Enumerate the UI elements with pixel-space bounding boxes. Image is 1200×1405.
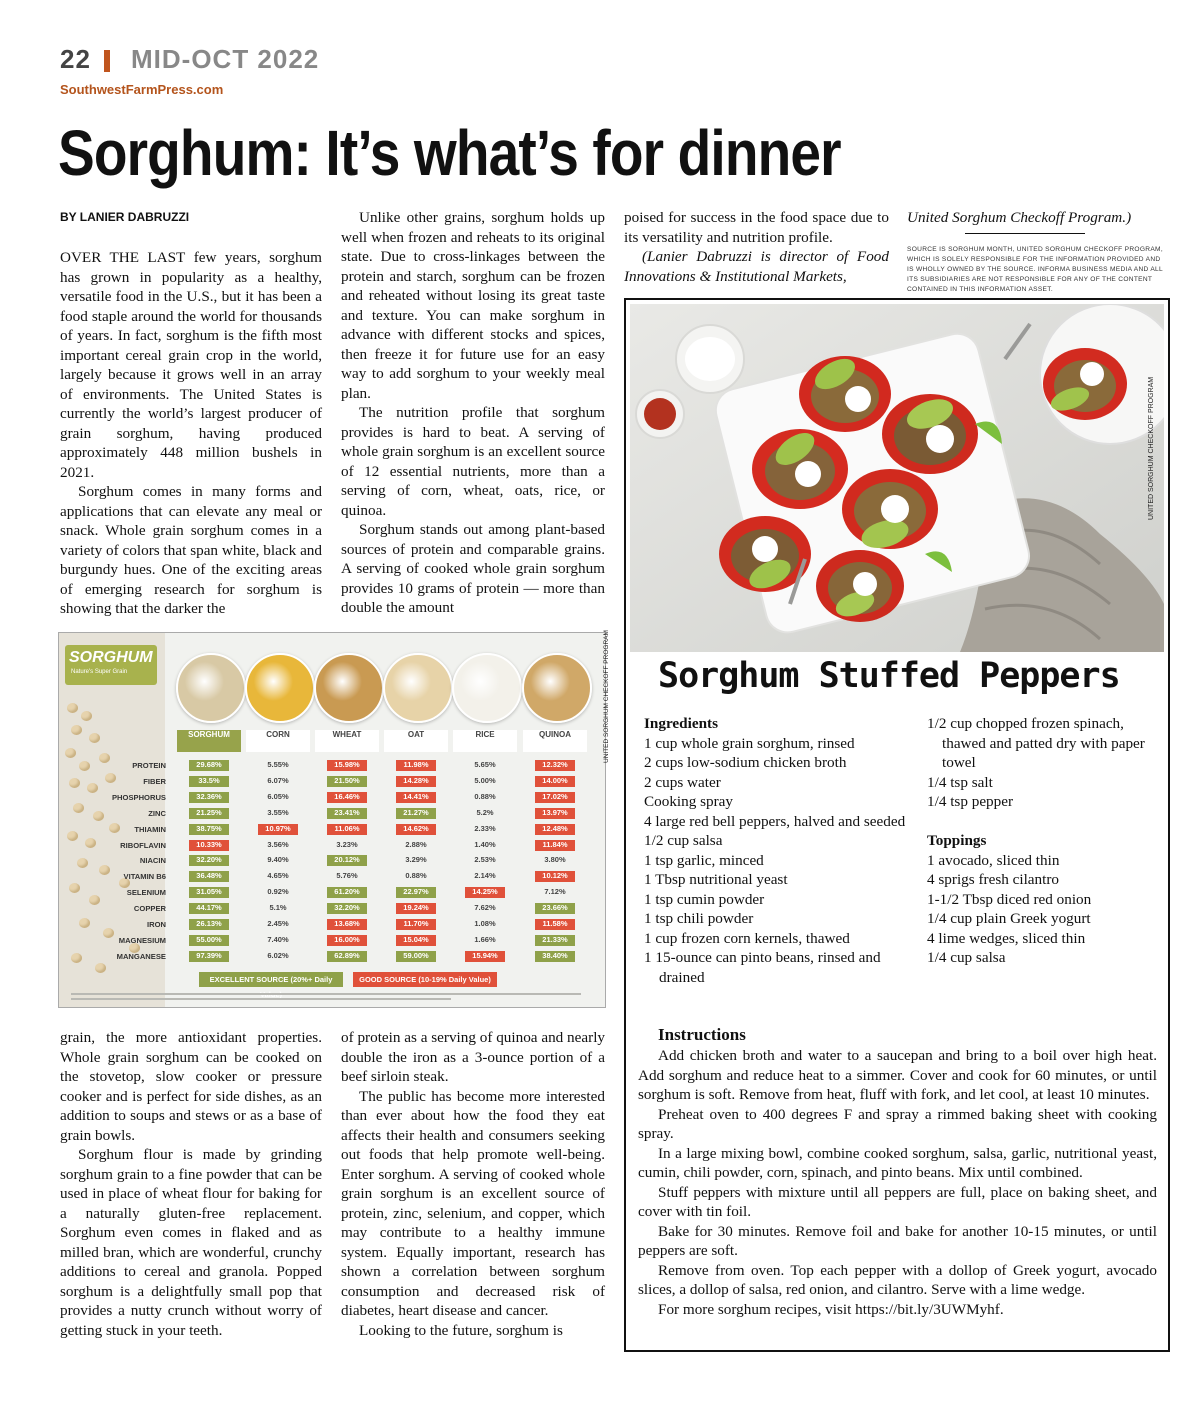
nutrient-value: 59.00% (396, 951, 436, 962)
nutrient-value: 23.66% (535, 903, 575, 914)
ingredient-item: 1/2 cup chopped frozen spinach, thawed and patted dry with paper towel (927, 715, 1145, 771)
seed (69, 883, 80, 893)
chart-photo-credit: UNITED SORGHUM CHECKOFF PROGRAM (603, 630, 610, 763)
column-header: CORN (246, 730, 310, 752)
nutrient-value: 2.88% (405, 839, 427, 849)
nutrient-value: 4.65% (267, 871, 289, 881)
grain-photo (383, 653, 453, 723)
article-paragraph: Looking to the future, sorghum is (359, 1321, 563, 1339)
seed (69, 778, 80, 788)
sorghum-logo: SORGHUM (69, 649, 153, 666)
article-column-2-top (341, 208, 605, 618)
instruction-step: Add chicken broth and water to a saucepan and bring to a boil over high heat. Add sorghum and reduce heat to a simmer. Cover and cook for 60 minutes, or until sorghum is soft. Remove from heat, fluff with fork, and let cool, at least 10 minutes. (638, 1047, 1157, 1103)
nutrient-value: 61.20% (327, 887, 367, 898)
sponsor-disclaimer: SOURCE IS SORGHUM MONTH, UNITED SORGHUM CHECKOFF PROGRAM, WHICH IS SOLELY RESPONSIBLE FOR THE INFORMATION PROVIDED AND IS WHOLLY OWNED BY THE SOURCE. INFORMA BUSINESS MEDIA AND ALL ITS SUBSIDIARIES ARE NOT RESPONSIBLE FOR ANY OF THE CONTENT CONTAINED IN THIS INFORMATION ASSET. (907, 246, 1163, 293)
toppings-heading: Toppings (927, 832, 987, 849)
nutrient-value: 55.00% (189, 935, 229, 946)
nutrient-value: 38.40% (535, 951, 575, 962)
article-paragraph: The nutrition profile that sorghum provides is hard to beat. A serving of whole grain sorghum is an excellent source of 12 essential nutrients, more than a serving of corn, wheat, oats, rice, or quinoa. (341, 404, 605, 519)
ingredient-item: 1 tsp cumin powder (644, 890, 765, 908)
seed (89, 733, 100, 743)
nutrient-value: 11.70% (396, 919, 436, 930)
seed (71, 725, 82, 735)
nutrient-value: 16.46% (327, 792, 367, 803)
nutrient-label: THIAMIN (134, 824, 166, 834)
nutrient-value: 5.1% (269, 903, 287, 913)
article-paragraph (60, 248, 322, 482)
seed (67, 831, 78, 841)
nutrient-value: 15.04% (396, 935, 436, 946)
nutrient-value: 12.32% (535, 760, 575, 771)
nutrient-value: 20.12% (327, 855, 367, 866)
nutrient-value: 10.12% (535, 871, 575, 882)
recipe-title: Sorghum Stuffed Peppers (658, 656, 1120, 696)
nutrient-value: 0.88% (474, 791, 496, 801)
nutrition-chart (58, 632, 606, 1008)
nutrient-label: PROTEIN (132, 761, 166, 770)
nutrient-value: 38.75% (189, 824, 229, 835)
seed (79, 918, 90, 928)
nutrient-label: COPPER (133, 904, 166, 914)
nutrient-value: 1.08% (474, 919, 496, 928)
footnote-line (71, 998, 451, 1000)
article-paragraph: Sorghum flour is made by grinding sorghum grain to a fine powder that can be used in place of wheat flour for baking for a naturally gluten-free replacement. Sorghum even comes in flaked and as milled bran, which are wonderful, crunchy additions to cereal and granola. Popped sorghum is a delightfully small pop that provides a nutty crunch without worry of getting stuck in your teeth. (60, 1146, 322, 1339)
instruction-step: Remove from oven. Top each pepper with a dollop of Greek yogurt, avocado slices, a dollop of salsa, red onion, and cilantro. Serve with a lime wedge. (638, 1261, 1157, 1298)
nutrient-label: ZINC (148, 808, 166, 818)
topping-item: 1/4 cup plain Greek yogurt (927, 910, 1091, 927)
nutrient-value: 29.68% (189, 760, 229, 771)
ingredients-heading: Ingredients (644, 715, 718, 732)
nutrient-value: 11.84% (535, 840, 575, 851)
nutrient-value: 10.33% (189, 840, 229, 851)
nutrient-value: 2.33% (474, 823, 496, 833)
seed (87, 783, 98, 793)
ingredient-item: 1 cup frozen corn kernels, thawed (644, 929, 850, 947)
topping-item: 1/4 cup salsa (927, 949, 1006, 966)
nutrient-value: 19.24% (396, 903, 436, 914)
nutrient-value: 2.45% (267, 919, 289, 928)
nutrient-value: 5.55% (267, 760, 289, 769)
grain-photo (314, 653, 384, 723)
topping-item: 1-1/2 Tbsp diced red onion (927, 890, 1092, 908)
article-paragraph: of protein as a serving of quinoa and nearly double the iron as a 3-ounce portion of a beef sirloin steak. (341, 1029, 606, 1085)
article-paragraph: Sorghum comes in many forms and applications that can elevate any meal or snack. Whole grain sorghum comes in a variety of colors that span white, black and burgundy hues. One of the exciting areas of emerging research for sorghum is showing that the darker the (60, 483, 322, 617)
nutrient-value: 7.40% (267, 934, 289, 944)
article-paragraph: poised for success in the food space due to its versatility and nutrition profile. (624, 209, 889, 246)
seed (93, 811, 104, 821)
nutrient-value: 2.53% (474, 855, 496, 865)
nutrient-value: 7.12% (544, 887, 566, 897)
nutrient-value: 6.07% (267, 775, 289, 785)
seed (89, 895, 100, 905)
topping-item: 4 sprigs fresh cilantro (927, 871, 1060, 888)
nutrient-label: PHOSPHORUS (111, 792, 166, 802)
nutrient-value: 5.00% (474, 775, 496, 785)
nutrient-value: 11.06% (327, 824, 367, 835)
grain-photo (245, 653, 315, 723)
instructions-list (638, 1046, 1157, 1319)
ingredient-item: 1/4 tsp salt (927, 773, 993, 791)
nutrient-value: 13.68% (327, 919, 367, 930)
nutrient-value: 23.41% (327, 808, 367, 819)
header-divider-bar (104, 50, 110, 72)
food-illustration (630, 304, 1164, 652)
instruction-step: For more sorghum recipes, visit https://bit.ly/3UWMyhf. (658, 1300, 1004, 1318)
nutrient-value: 14.25% (465, 887, 505, 898)
nutrient-value: 44.17% (189, 903, 229, 914)
nutrient-value: 7.62% (474, 903, 496, 913)
ingredient-item: Cooking spray (644, 793, 734, 810)
column-header: QUINOA (523, 730, 587, 752)
article-paragraph: Sorghum stands out among plant-based sources of protein and comparable grains. A serving of cooked whole grain sorghum provides 10 grams of protein — more than double the amount (341, 521, 605, 616)
nutrient-value: 9.40% (267, 855, 289, 865)
author-note: (Lanier Dabruzzi is director of Food Innovations & Institutional Markets, (624, 248, 889, 285)
ingredient-item: 1 tsp garlic, minced (644, 851, 764, 869)
nutrient-value: 36.48% (189, 871, 229, 882)
disclaimer-rule (965, 233, 1085, 234)
nutrient-label: RIBOFLAVIN (120, 840, 166, 850)
article-paragraph: Unlike other grains, sorghum holds up well when frozen and reheats to its original state. Due to cross-linkages between the protein and starch, sorghum can be frozen and reheated without losing its great taste and texture. You can make sorghum in advance with different stocks and spices, then freeze it for future use for an easy way to add sorghum to your weekly meal plan. (341, 209, 605, 402)
nutrient-value: 1.40% (474, 839, 496, 849)
nutrient-value: 6.05% (267, 791, 289, 801)
nutrient-value: 17.02% (535, 792, 575, 803)
toppings-list (927, 831, 1162, 968)
nutrient-value: 0.88% (405, 871, 427, 881)
nutrient-value: 26.13% (189, 919, 229, 930)
author-note-continued: United Sorghum Checkoff Program.) (907, 209, 1132, 226)
nutrient-value: 3.56% (267, 839, 289, 849)
nutrient-label: VITAMIN B6 (123, 872, 166, 882)
recipe-photo-credit: UNITED SORGHUM CHECKOFF PROGRAM (1148, 376, 1155, 520)
paragraph-text: few years, sorghum has grown in popularity as a healthy, versatile food in the U.S., but it has been a food staple around the world for thousands of years. In fact, sorghum is the fifth most important cereal grain crop in the world, largely because it grows well in an array of environments. The United States is currently the world’s largest producer of grain sorghum, having produced approximately 448 million bushels in 2021. (60, 249, 322, 481)
seed (65, 748, 76, 758)
lead-in: OVER THE LAST (60, 249, 186, 266)
nutrient-value: 0.92% (267, 887, 289, 897)
ingredient-item: 1/2 cup salsa (644, 832, 723, 849)
article-column-1-bottom (60, 1028, 322, 1340)
article-paragraph: grain, the more antioxidant properties. Whole grain sorghum can be cooked on the stovetop, slow cooker or pressure cooker and is perfect for side dishes, as an addition to soups and stews or as a base of grain bowls. (60, 1029, 322, 1144)
nutrient-value: 5.2% (476, 807, 494, 817)
sorghum-logo-tagline: Nature's Super Grain (71, 669, 128, 675)
ingredient-item: 2 cups low-sodium chicken broth (644, 754, 847, 771)
topping-item: 4 lime wedges, sliced thin (927, 929, 1086, 947)
nutrient-label: SELENIUM (126, 888, 166, 898)
ingredient-item: 1 15-ounce can pinto beans, rinsed and drained (644, 949, 881, 986)
article-column-1-top (60, 248, 322, 619)
nutrient-value: 22.97% (396, 887, 436, 898)
nutrient-value: 5.65% (474, 760, 496, 769)
nutrient-value: 14.00% (535, 776, 575, 787)
headline: Sorghum: It’s what’s for dinner (58, 117, 841, 189)
topping-items (927, 851, 1162, 968)
nutrient-value: 1.66% (474, 934, 496, 944)
page-number: 22 (60, 44, 91, 74)
ingredient-item: 1 Tbsp nutritional yeast (644, 871, 788, 888)
site-link[interactable]: SouthwestFarmPress.com (60, 82, 224, 97)
instructions-heading: Instructions (658, 1025, 746, 1044)
nutrient-label: IRON (147, 920, 166, 929)
topping-item: 1 avocado, sliced thin (927, 851, 1060, 869)
instruction-step: In a large mixing bowl, combine cooked sorghum, salsa, garlic, nutritional yeast, cumin, chili powder, corn, spinach, and pinto beans. Mix until combined. (638, 1144, 1157, 1181)
stuffed-peppers-photo (630, 304, 1164, 652)
column-header: WHEAT (315, 730, 379, 752)
nutrient-value: 14.41% (396, 792, 436, 803)
ingredient-items (644, 734, 914, 988)
article-column-2-bottom (341, 1028, 605, 1340)
nutrient-value: 12.48% (535, 824, 575, 835)
nutrient-value: 33.5% (189, 776, 229, 787)
article-column-3-top (624, 208, 889, 286)
seed (79, 761, 90, 771)
ingredient-item: 1/4 tsp pepper (927, 793, 1014, 810)
seed (95, 963, 106, 973)
ingredient-item: 1 cup whole grain sorghum, rinsed (644, 734, 855, 752)
seed (85, 838, 96, 848)
nutrient-value: 21.25% (189, 808, 229, 819)
column-header: OAT (384, 730, 448, 752)
footnote-line (71, 993, 581, 995)
seed (77, 858, 88, 868)
nutrient-value: 62.89% (327, 951, 367, 962)
nutrient-value: 5.76% (336, 871, 358, 881)
grain-photo (522, 653, 592, 723)
nutrient-label: MAGNESIUM (118, 935, 166, 945)
issue-date: MID-OCT 2022 (131, 44, 320, 74)
ingredient-item: 4 large red bell peppers, halved and seeded (644, 812, 906, 830)
ingredient-item: 1 tsp chili powder (644, 910, 754, 927)
nutrient-value: 32.36% (189, 792, 229, 803)
column-header: RICE (453, 730, 517, 752)
nutrient-value: 32.20% (327, 903, 367, 914)
nutrient-value: 15.98% (327, 760, 367, 771)
nutrient-value: 13.97% (535, 808, 575, 819)
chart-footnote (71, 993, 591, 1003)
article-paragraph: The public has become more interested than ever about how the food they eat affects their health and consumers seeking out foods that help promote well-being. Enter sorghum. A serving of cooked whole grain sorghum is an excellent source of protein, zinc, selenium, and copper, which may contribute to a healthy immune system. Equally important, research has shown a correlation between sorghum consumption and decreased risk of diabetes, heart disease and cancer. (341, 1087, 605, 1319)
nutrient-label: NIACIN (139, 856, 166, 866)
column-header: SORGHUM (177, 730, 241, 752)
nutrient-value: 3.29% (405, 855, 427, 865)
nutrient-value: 21.33% (535, 935, 575, 946)
nutrient-label: MANGANESE (116, 951, 166, 961)
nutrient-label: FIBER (143, 776, 166, 786)
nutrient-value: 3.23% (336, 839, 358, 849)
instruction-step: Stuff peppers with mixture until all peppers are full, place on baking sheet, and cover with tin foil. (638, 1183, 1157, 1220)
ingredients-list (644, 714, 914, 987)
nutrient-value: 21.27% (396, 808, 436, 819)
grain-photo (452, 653, 522, 723)
nutrient-value: 16.00% (327, 935, 367, 946)
nutrient-value: 32.20% (189, 855, 229, 866)
byline: BY LANIER DABRUZZI (60, 210, 190, 224)
nutrient-value: 14.28% (396, 776, 436, 787)
nutrient-value: 11.98% (396, 760, 436, 771)
nutrient-value: 31.05% (189, 887, 229, 898)
seed (71, 953, 82, 963)
nutrient-value: 14.62% (396, 824, 436, 835)
grain-photo (176, 653, 246, 723)
nutrient-value: 3.55% (267, 807, 289, 817)
ingredient-item: 2 cups water (644, 773, 721, 791)
seed (67, 703, 78, 713)
seed (73, 803, 84, 813)
nutrient-value: 10.97% (258, 824, 298, 835)
legend-excellent-source: EXCELLENT SOURCE (20%+ Daily (199, 972, 343, 987)
nutrient-value: 97.39% (189, 951, 229, 962)
legend-good-source: GOOD SOURCE (10-19% Daily Value) (353, 972, 497, 987)
instruction-step: Bake for 30 minutes. Remove foil and bake for another 10-15 minutes, or until peppers are soft. (638, 1222, 1157, 1259)
nutrient-value: 6.02% (267, 950, 289, 960)
nutrient-value: 21.50% (327, 776, 367, 787)
nutrient-value: 3.80% (544, 855, 566, 865)
ingredients-list-continued (927, 714, 1162, 812)
nutrient-value: 2.14% (474, 871, 496, 881)
nutrient-value: 15.94% (465, 951, 505, 962)
seed (81, 711, 92, 721)
instruction-step: Preheat oven to 400 degrees F and spray a rimmed baking sheet with cooking spray. (638, 1105, 1157, 1142)
nutrient-value: 11.58% (535, 919, 575, 930)
